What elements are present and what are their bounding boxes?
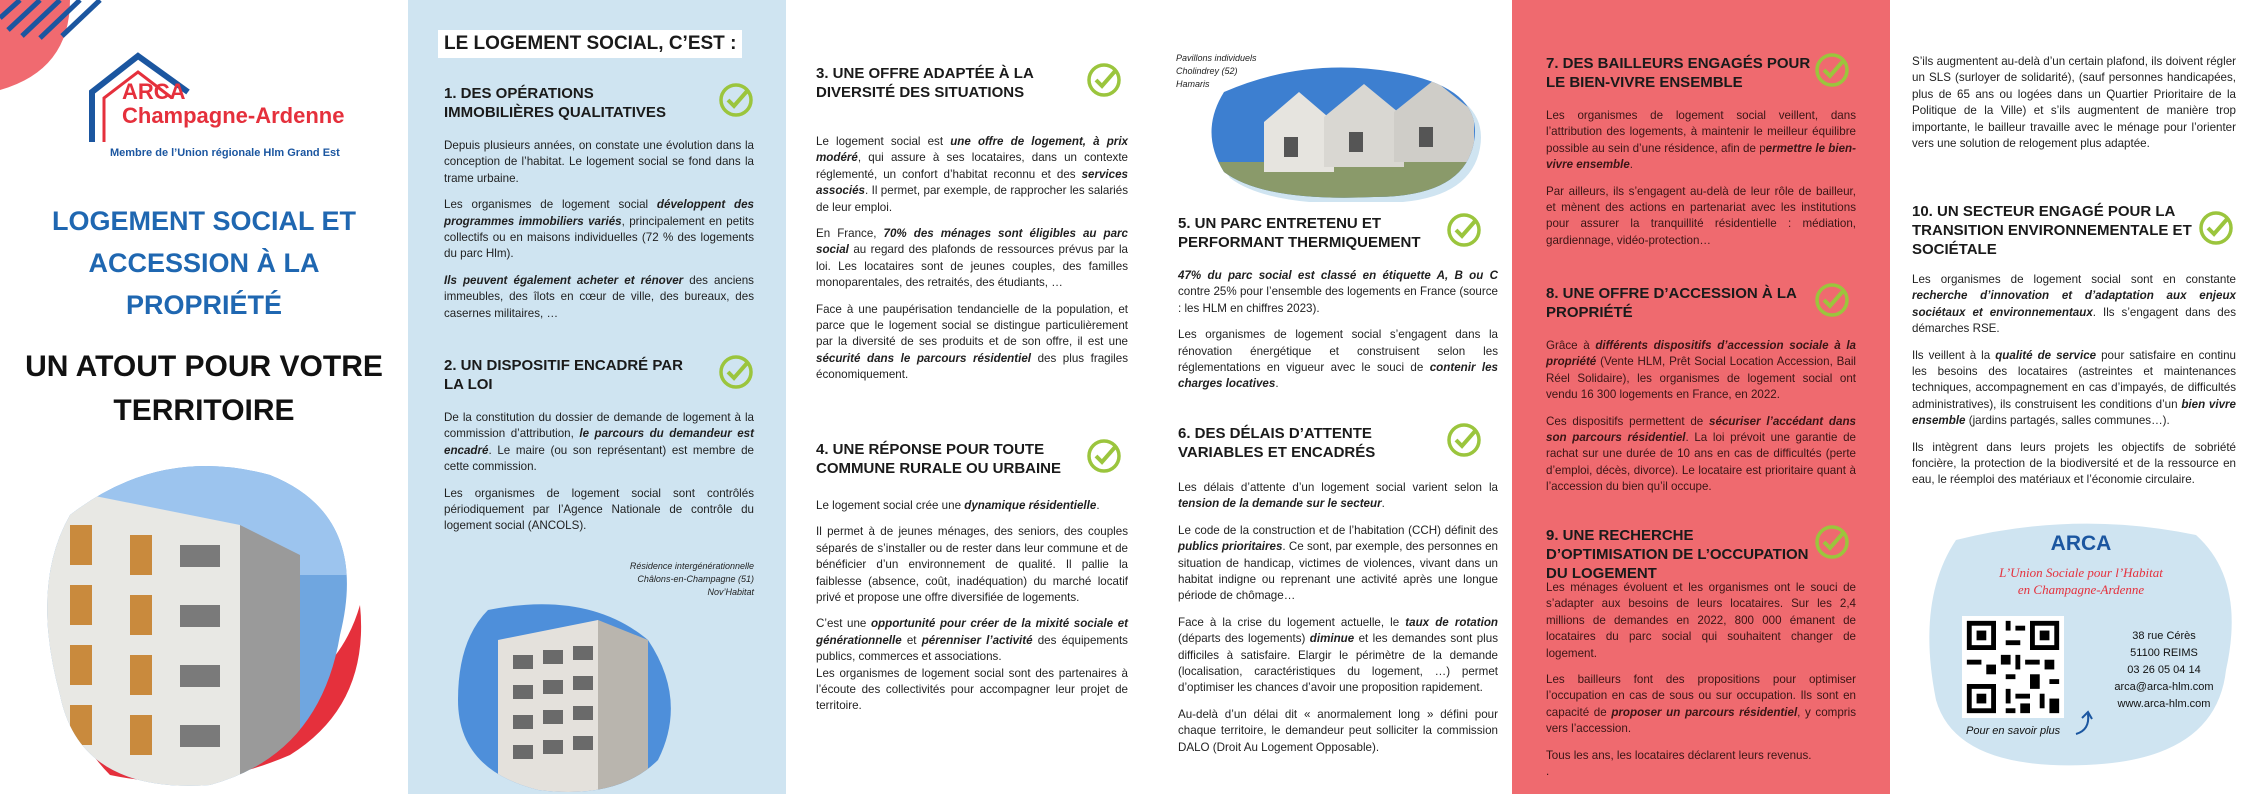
more-info-label: Pour en savoir plus [1966,725,2061,737]
curved-arrow-icon [2072,708,2096,738]
section-7-body: Les organismes de logement social veillent, dans l’attribution des logements, à maintenir le meilleur équilibre possible au sein d’une résidence, afin de permettre le bien-vivre ensemble. Par ailleurs, ils s’engagent au-delà de leur rôle de bailleur, et mènent des actions en partenariat avec les institutions pour assurer la tranquillité résidentielle : médiation, gardiennage, vidéo-protection… [1546,109,1857,247]
check-icon [1446,212,1482,248]
section-8-title: 8. UNE OFFRE D’ACCESSION À LA PROPRIÉTÉ [1546,285,1797,321]
section-10-body: Les organismes de logement social sont en constante recherche d’innovation et d’adaptation aux enjeux sociétaux et environnementaux. Ils s’engagent dans des démarches RSE. Ils veillent à la qualité de service pour satisfaire en continu les besoins des locataires (astreintes et maintenances techniques, accompagnement en cas d’impayés, de difficultés administratives), ils construisent les conditions d’un bien vivre ensemble (jardins partagés, salles communes…). Ils intègrent dans leurs projets les objectifs de sobriété foncière, la protection de la biodiversité et de la ressource en eau, le réemploi des matériaux et l’économie circulaire. [1912,273,2237,487]
panel-4 [1164,0,1512,794]
contact-card [1926,520,2236,770]
section-6-body: Les délais d’attente d’un logement social varient selon la tension de la demande sur le secteur. Le code de la construction et de l’habitation (CCH) définit des publics prioritaires. Ce sont, par exemple, des personnes en situation de handicap, victimes de violences, vivant dans un habitat indigne ou reprenant une activité après une longue période de chômage… Face à la crise du logement actuelle, le taux de rotation (départs des logements) diminue et les demandes sont plus difficiles à satisfaire. Elargir le périmètre de la demande (localisation, caractéristiques du logement, …) permet d’optimiser les chances d’avoir une proposition rapidement. Au-delà d’un délai dit « anormalement long » défini pour chaque territoire, le demandeur peut solliciter la commission DALO (Droit Au Logement Opposable). [1178,481,1498,754]
section-4-body: Le logement social crée une dynamique résidentielle. Il permet à de jeunes ménages, des seniors, des couples séparés de s’installer ou de rester dans leur commune et de bénéficier d’un environnement de qualité. Il pallie la faiblesse (absence, coût, inadéquation) du marché locatif privé et propose une offre diversifiée de logements. C’est une opportunité pour créer de la mixité sociale et générationnelle et pérenniser l’activité des équipements publics, commerces et associations. Les organismes de logement social sont des partenaires à l’écoute des collectivités pour accompagner leur projet de territoire. [816,499,1129,713]
section-1-body: Depuis plusieurs années, on constate une évolution dans la conception de l’habitat. Le logement social se fond dans la trame urbaine. Les organismes de logement social développent des programmes immobiliers variés, principalement en petits collectifs ou en maisons individuelles (72 % des logements du parc Hlm). Ils peuvent également acheter et rénover des anciens immeubles, des îlots en cœur de ville, des bureaux, des casernes militaires, … [444,139,754,320]
section-3-title: 3. UNE OFFRE ADAPTÉE À LA DIVERSITÉ DES SITUATIONS [816,65,1034,101]
section-5-title: 5. UN PARC ENTRETENU ET PERFORMANT THERMIQUEMENT [1178,215,1421,251]
cover-panel [0,0,408,794]
address-line-2: 51100 REIMS [2130,647,2198,659]
logo-member-line: Membre de l’Union régionale Hlm Grand Est [110,147,340,159]
check-icon [718,82,754,118]
qr-code-icon[interactable] [1962,616,2064,718]
cover-subtitle: UN ATOUT POUR VOTRE TERRITOIRE [25,350,383,427]
section-8-body: Grâce à différents dispositifs d’accession sociale à la propriété (Vente HLM, Prêt Social Location Accession, Bail Réel Solidaire), les organismes de logement social ont vendu 16 300 logements en France, en 2022. Ces dispositifs permettent de sécuriser l’accédant dans son parcours résidentiel. La loi prévoit une garantie de rachat sur une durée de 10 ans en cas de difficultés (perte d’emploi, décès, divorce). Le locataire est prioritaire quant à l’accession du bien qu’il occupe. [1546,339,1856,494]
photo-caption: Résidence intergénérationnelle Châlons-en-Champagne (51) Nov’Habitat [629,561,754,597]
email-link[interactable]: arca@arca-hlm.com [2114,681,2214,693]
panel-6 [1890,0,2268,794]
section-9-continued: S’ils augmentent au-delà d’un certain plafond, ils doivent régler un SLS (surloyer de solidarité), (sauf personnes handicapées, plus de 65 ans ou logées dans un Quartier Prioritaire de la Politique de la Ville) et s’ils augmentent de manière trop importante, le bailleur travaille avec le ménage pour l’orienter vers une solution de relogement plus adaptée. [1912,55,2236,151]
section-5-body: 47% du parc social est classé en étiquette A, B ou C contre 25% pour l’ensemble des logements en France (source : les HLM en chiffres 2023). Les organismes de logement social s’engagent dans la rénovation énergétique et construisent selon les réglementations en vigueur avec le souci de contenir les charges locatives. [1178,269,1498,391]
section-2-body: De la constitution du dossier de demande de logement à la commission d’attribution, le parcours du demandeur est encadré. Le maire (ou son représentant) est membre de cette commission. Les organismes de logement social sont contrôlés périodiquement par l’Agence Nationale de contrôle du logement social (ANCOLS). [444,411,754,533]
logo-name: ARCA Champagne-Ardenne [122,79,345,128]
check-icon [1086,438,1122,474]
card-title: ARCA [2050,532,2112,555]
section-10-title: 10. UN SECTEUR ENGAGÉ POUR LA TRANSITION ENVIRONNEMENTALE ET SOCIÉTALE [1912,203,2192,258]
section-3-body: Le logement social est une offre de logement, à prix modéré, qui assure à ses locataires, dans un contexte réglementé, un confort d’habitat reconnu et des services associés. Il permet, par exemple, de rapprocher les salariés de leur emploi. En France, 70% des ménages sont éligibles au parc social au regard des plafonds de ressources prévus par la loi. Les locataires sont de jeunes couples, des familles monoparentales, des retraités, des étudiants, … Face à une paupérisation tendancielle de la population, et parce que le logement social se distingue particulièrement par la diversité de ses produits et de son offre, il est une sécurité dans le parcours résidentiel des plus fragiles économiquement. [816,135,1129,382]
check-icon [1814,282,1850,318]
arca-logo [88,52,358,162]
check-icon [2198,210,2234,246]
section-9-title: 9. UNE RECHERCHE D’OPTIMISATION DE L’OCCUPATION DU LOGEMENT [1546,527,1809,582]
section-4-title: 4. UNE RÉPONSE POUR TOUTE COMMUNE RURALE OU URBAINE [816,441,1061,477]
photo-caption: Pavillons individuels Cholindrey (52) Hamaris [1176,53,1257,89]
contact-details [2094,628,2234,713]
phone-number[interactable]: 03 26 05 04 14 [2127,664,2201,676]
building-photo [40,455,370,794]
section-6-title: 6. DES DÉLAIS D’ATTENTE VARIABLES ET ENCADRÉS [1178,425,1376,461]
panel-header: LE LOGEMENT SOCIAL, C’EST : [438,30,742,58]
panel-3 [786,0,1164,794]
houses-photo [1204,62,1484,202]
panel-2 [408,0,786,794]
check-icon [1814,524,1850,560]
section-2-title: 2. UN DISPOSITIF ENCADRÉ PAR LA LOI [444,357,683,393]
check-icon [1814,52,1850,88]
check-icon [1086,62,1122,98]
check-icon [718,354,754,390]
website-link[interactable]: www.arca-hlm.com [2117,698,2211,710]
section-7-title: 7. DES BAILLEURS ENGAGÉS POUR LE BIEN-VIVRE ENSEMBLE [1546,55,1811,91]
address-line-1: 38 rue Cérès [2132,630,2196,642]
residence-photo [448,600,688,794]
card-subtitle: L’Union Sociale pour l’Habitat en Champagne-Ardenne [1999,565,2163,597]
section-1-title: 1. DES OPÉRATIONS IMMOBILIÈRES QUALITATIVES [444,85,666,121]
section-9-body: Les ménages évoluent et les organismes ont le souci de s’adapter aux besoins de leurs locataires. Sur les 2,4 millions de demandes en 2022, 800 000 émanent de locataires du parc social qui souhaitent changer de logement. Les bailleurs font des propositions pour optimiser l’occupation en cas de sous ou sur occupation. Ils sont en capacité de proposer un parcours résidentiel, y compris vers l’accession. Tous les ans, les locataires déclarent leurs revenus. . [1546,581,1856,779]
panel-5 [1512,0,1890,794]
cover-title: LOGEMENT SOCIAL ET ACCESSION À LA PROPRIÉTÉ [51,206,356,320]
check-icon [1446,422,1482,458]
